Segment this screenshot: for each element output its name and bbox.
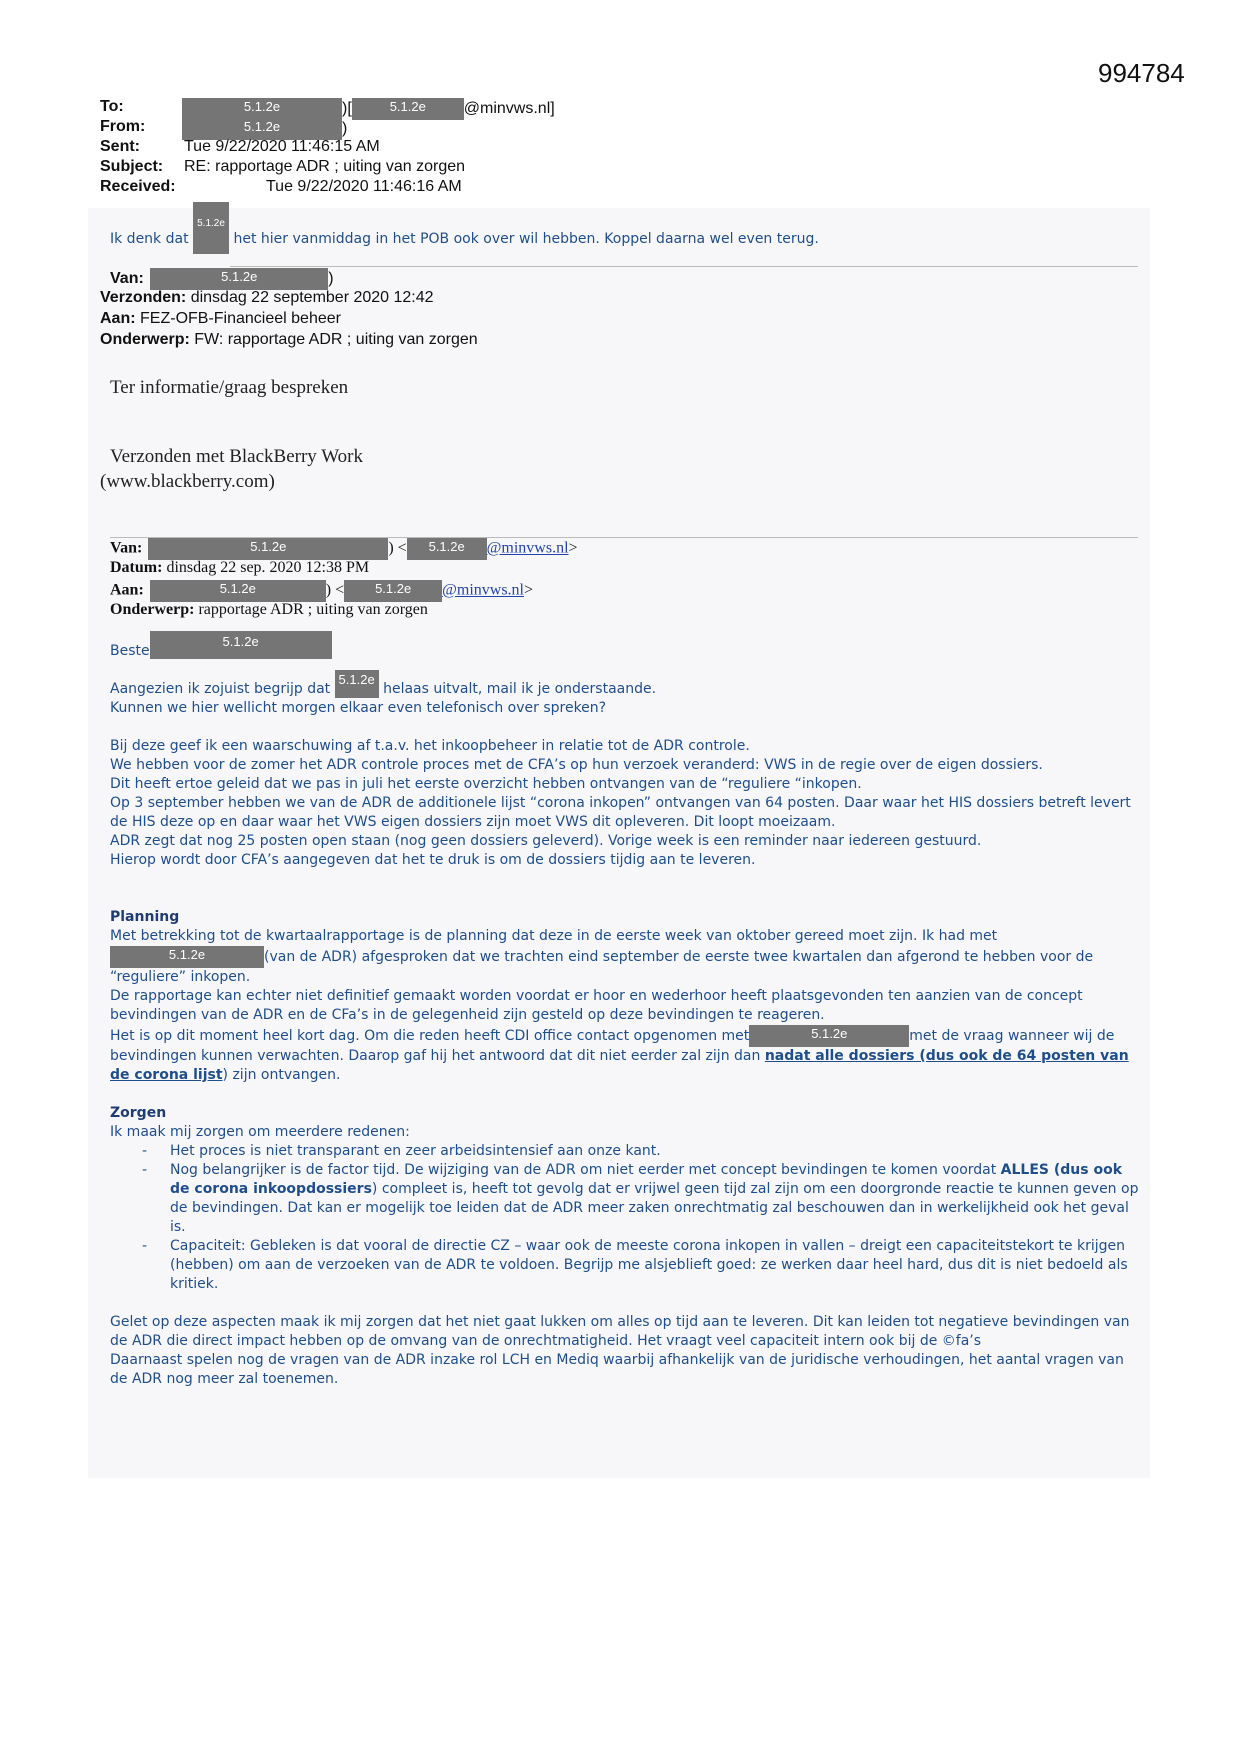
van-row xyxy=(100,268,478,289)
emphasis: ALLES (dus ook de corona inkoopdossiers xyxy=(170,1162,1123,1197)
to-separator: )[ xyxy=(342,100,352,118)
to-label: To: xyxy=(100,98,124,115)
reply-text xyxy=(110,218,819,254)
van-mid: ) < xyxy=(388,539,407,557)
redaction: 5.1.2e xyxy=(150,268,328,290)
aan-row xyxy=(100,310,478,331)
van-row-2 xyxy=(110,538,578,559)
paragraph: Op 3 september hebben we van de ADR de additionele lijst “corona inkopen” ontvangen van 64 posten. Daar waar het HIS dossiers betreft levert de HIS deze op en daar waar het VWS eigen dossiers zijn moet VWS dit opleveren. Dit loopt moeizaam. xyxy=(110,795,1131,830)
van-close: ) xyxy=(328,270,334,288)
original-header xyxy=(110,538,578,622)
paragraph: We hebben voor de zomer het ADR controle proces met de CFA’s op hun verzoek veranderd: VWS in de regie over de eigen dossiers. xyxy=(110,757,1043,773)
redaction: 5.1.2e xyxy=(193,202,229,254)
onderwerp-row-2 xyxy=(110,601,578,622)
redaction: 5.1.2e xyxy=(150,631,332,659)
planning-heading: Planning xyxy=(110,909,180,925)
list-item: - Capaciteit: Gebleken is dat vooral de directie CZ – waar ook de meeste corona inkopen in vallen – dreigt een capaciteitstekort te krijgen (hebben) om aan de verzoeken van de ADR te voldoen. Begrijp me alsjeblieft goed: ze werken daar heel hard, dus dit is niet bedoeld als kritiek. xyxy=(110,1237,1140,1294)
signature-line-2: (www.blackberry.com) xyxy=(100,471,275,492)
redaction: 5.1.2e xyxy=(407,538,487,560)
redaction: 5.1.2e xyxy=(352,98,464,120)
paragraph: Gelet op deze aspecten maak ik mij zorgen dat het niet gaat lukken om alles op tijd aan te leveren. Dit kan leiden tot negatieve bevindingen van de ADR die direct impact hebben op de omvang van de onrechtmatigheid. Het vraagt veel capaciteit intern ook bij de ©fa’s xyxy=(110,1314,1130,1349)
redaction: 5.1.2e xyxy=(749,1025,909,1047)
divider xyxy=(230,266,1138,267)
reply-text-start: Ik denk dat xyxy=(110,231,189,247)
datum-label: Datum: xyxy=(110,559,163,576)
text: ) compleet is, heeft tot gevolg dat er vrijwel geen tijd zal zijn om een doorgronde reactie te kunnen geven op de bevindingen. Dat kan er mogelijk toe leiden dat de ADR meer zaken onrechtmatig zal beschouwen dan in werkelijkheid ook het geval is. xyxy=(170,1181,1139,1235)
zorgen-heading: Zorgen xyxy=(110,1105,167,1121)
onderwerp-value: FW: rapportage ADR ; uiting van zorgen xyxy=(194,331,478,348)
aan-row-2 xyxy=(110,580,578,601)
text: ) zijn ontvangen. xyxy=(222,1067,341,1083)
text: met de vraag wanneer wij de bevindingen kunnen verwachten. Daarop gaf hij het antwoord dat dit niet eerder zal zijn dan xyxy=(110,1028,1115,1064)
onderwerp-label-2: Onderwerp: xyxy=(110,601,195,618)
paragraph: Hierop wordt door CFA’s aangegeven dat het te druk is om de dossiers tijdig aan te leveren. xyxy=(110,852,756,868)
paragraph xyxy=(110,946,1140,987)
from-label: From: xyxy=(100,118,146,135)
paragraph: Dit heeft ertoe geleid dat we pas in juli het eerste overzicht hebben ontvangen van de “reguliere “inkopen. xyxy=(110,776,862,792)
paragraph xyxy=(110,1025,1140,1085)
paragraph xyxy=(110,672,1140,699)
paragraph: Kunnen we hier wellicht morgen elkaar even telefonisch over spreken? xyxy=(110,700,607,716)
onderwerp-row xyxy=(100,331,478,352)
aan-mid: ) < xyxy=(325,581,345,599)
email-link[interactable]: @minvws.nl xyxy=(442,581,524,599)
aan-value: FEZ-OFB-Financieel beheer xyxy=(140,310,341,327)
paragraph: Met betrekking tot de kwartaalrapportage is de planning dat deze in de eerste week van oktober gereed moet zijn. Ik had met xyxy=(110,928,998,944)
datum-row xyxy=(110,559,578,580)
greeting xyxy=(110,634,1140,661)
to-value xyxy=(182,98,555,120)
redaction: 5.1.2e xyxy=(150,580,326,602)
signature-line-1: Verzonden met BlackBerry Work xyxy=(110,446,363,467)
redaction: 5.1.2e xyxy=(182,118,342,140)
received-label: Received: xyxy=(100,178,176,195)
email-body xyxy=(110,634,1140,1389)
paragraph: Daarnaast spelen nog de vragen van de ADR inzake rol LCH en Mediq waarbij afhankelijk van de juridische verhoudingen, het aantal vragen van de ADR nog meer zal toenemen. xyxy=(110,1352,1124,1387)
van-label-2: Van: xyxy=(110,539,143,557)
received-value: Tue 9/22/2020 11:46:16 AM xyxy=(266,178,462,195)
redaction: 5.1.2e xyxy=(110,946,264,968)
van-label: Van: xyxy=(110,270,144,288)
forward-note: Ter informatie/graag bespreken xyxy=(110,377,349,398)
concerns-list xyxy=(110,1142,1140,1294)
redaction: 5.1.2e xyxy=(335,670,379,698)
from-value xyxy=(182,118,347,140)
datum-value: dinsdag 22 sep. 2020 12:38 PM xyxy=(166,559,370,576)
text: Het is op dit moment heel kort dag. Om die reden heeft CDI office contact opgenomen met xyxy=(110,1028,750,1044)
sent-label: Sent: xyxy=(100,138,140,155)
email-link[interactable]: @minvws.nl xyxy=(486,539,569,557)
greeting-text: Beste xyxy=(110,643,150,659)
reply-text-end: het hier vanmiddag in het POB ook over wil hebben. Koppel daarna wel even terug. xyxy=(233,231,819,247)
verzonden-label: Verzonden: xyxy=(100,289,187,306)
list-item xyxy=(110,1161,1140,1237)
verzonden-row xyxy=(100,289,478,310)
subject-value: RE: rapportage ADR ; uiting van zorgen xyxy=(184,158,466,175)
to-email-domain: @minvws.nl] xyxy=(463,100,555,118)
redaction: 5.1.2e xyxy=(182,98,342,120)
onderwerp-label: Onderwerp: xyxy=(100,331,190,348)
from-close: ) xyxy=(342,120,348,138)
list-item: - Het proces is niet transparant en zeer arbeidsintensief aan onze kant. xyxy=(110,1142,1140,1161)
forward-header xyxy=(100,268,478,352)
verzonden-value: dinsdag 22 september 2020 12:42 xyxy=(190,289,434,306)
sent-value: Tue 9/22/2020 11:46:15 AM xyxy=(184,138,380,155)
subject-label: Subject: xyxy=(100,158,164,175)
text: Aangezien ik zojuist begrijp dat xyxy=(110,681,331,697)
text: Nog belangrijker is de factor tijd. De wijziging van de ADR om niet eerder met concept bevindingen te komen voordat xyxy=(170,1162,997,1178)
redaction: 5.1.2e xyxy=(344,580,442,602)
angle-close: > xyxy=(524,581,534,599)
angle-close: > xyxy=(568,539,578,557)
aan-label: Aan: xyxy=(100,310,136,327)
redaction: 5.1.2e xyxy=(148,538,388,560)
paragraph: De rapportage kan echter niet definitief gemaakt worden voordat er hoor en wederhoor heeft plaatsgevonden ten aanzien van de concept bevindingen van de ADR en de CFa’s in de gelegenheid zijn gesteld op deze bevindingen te reageren. xyxy=(110,988,1083,1023)
text: helaas uitvalt, mail ik je onderstaande. xyxy=(383,681,657,697)
emphasis: nadat alle dossiers (dus ook de 64 posten van de corona lijst xyxy=(110,1048,1129,1083)
document-id: 994784 xyxy=(1098,58,1185,88)
onderwerp-value-2: rapportage ADR ; uiting van zorgen xyxy=(198,601,428,618)
paragraph: Bij deze geef ik een waarschuwing af t.a.v. het inkoopbeheer in relatie tot de ADR controle. xyxy=(110,738,750,754)
text: (van de ADR) afgesproken dat we trachten eind september de eerste twee kwartalen dan afgerond te hebben voor de “reguliere” inkopen. xyxy=(110,949,1094,985)
paragraph: Ik maak mij zorgen om meerdere redenen: xyxy=(110,1124,410,1140)
paragraph: ADR zegt dat nog 25 posten open staan (nog geen dossiers geleverd). Vorige week is een reminder naar iedereen gestuurd. xyxy=(110,833,982,849)
aan-label-2: Aan: xyxy=(110,581,144,599)
